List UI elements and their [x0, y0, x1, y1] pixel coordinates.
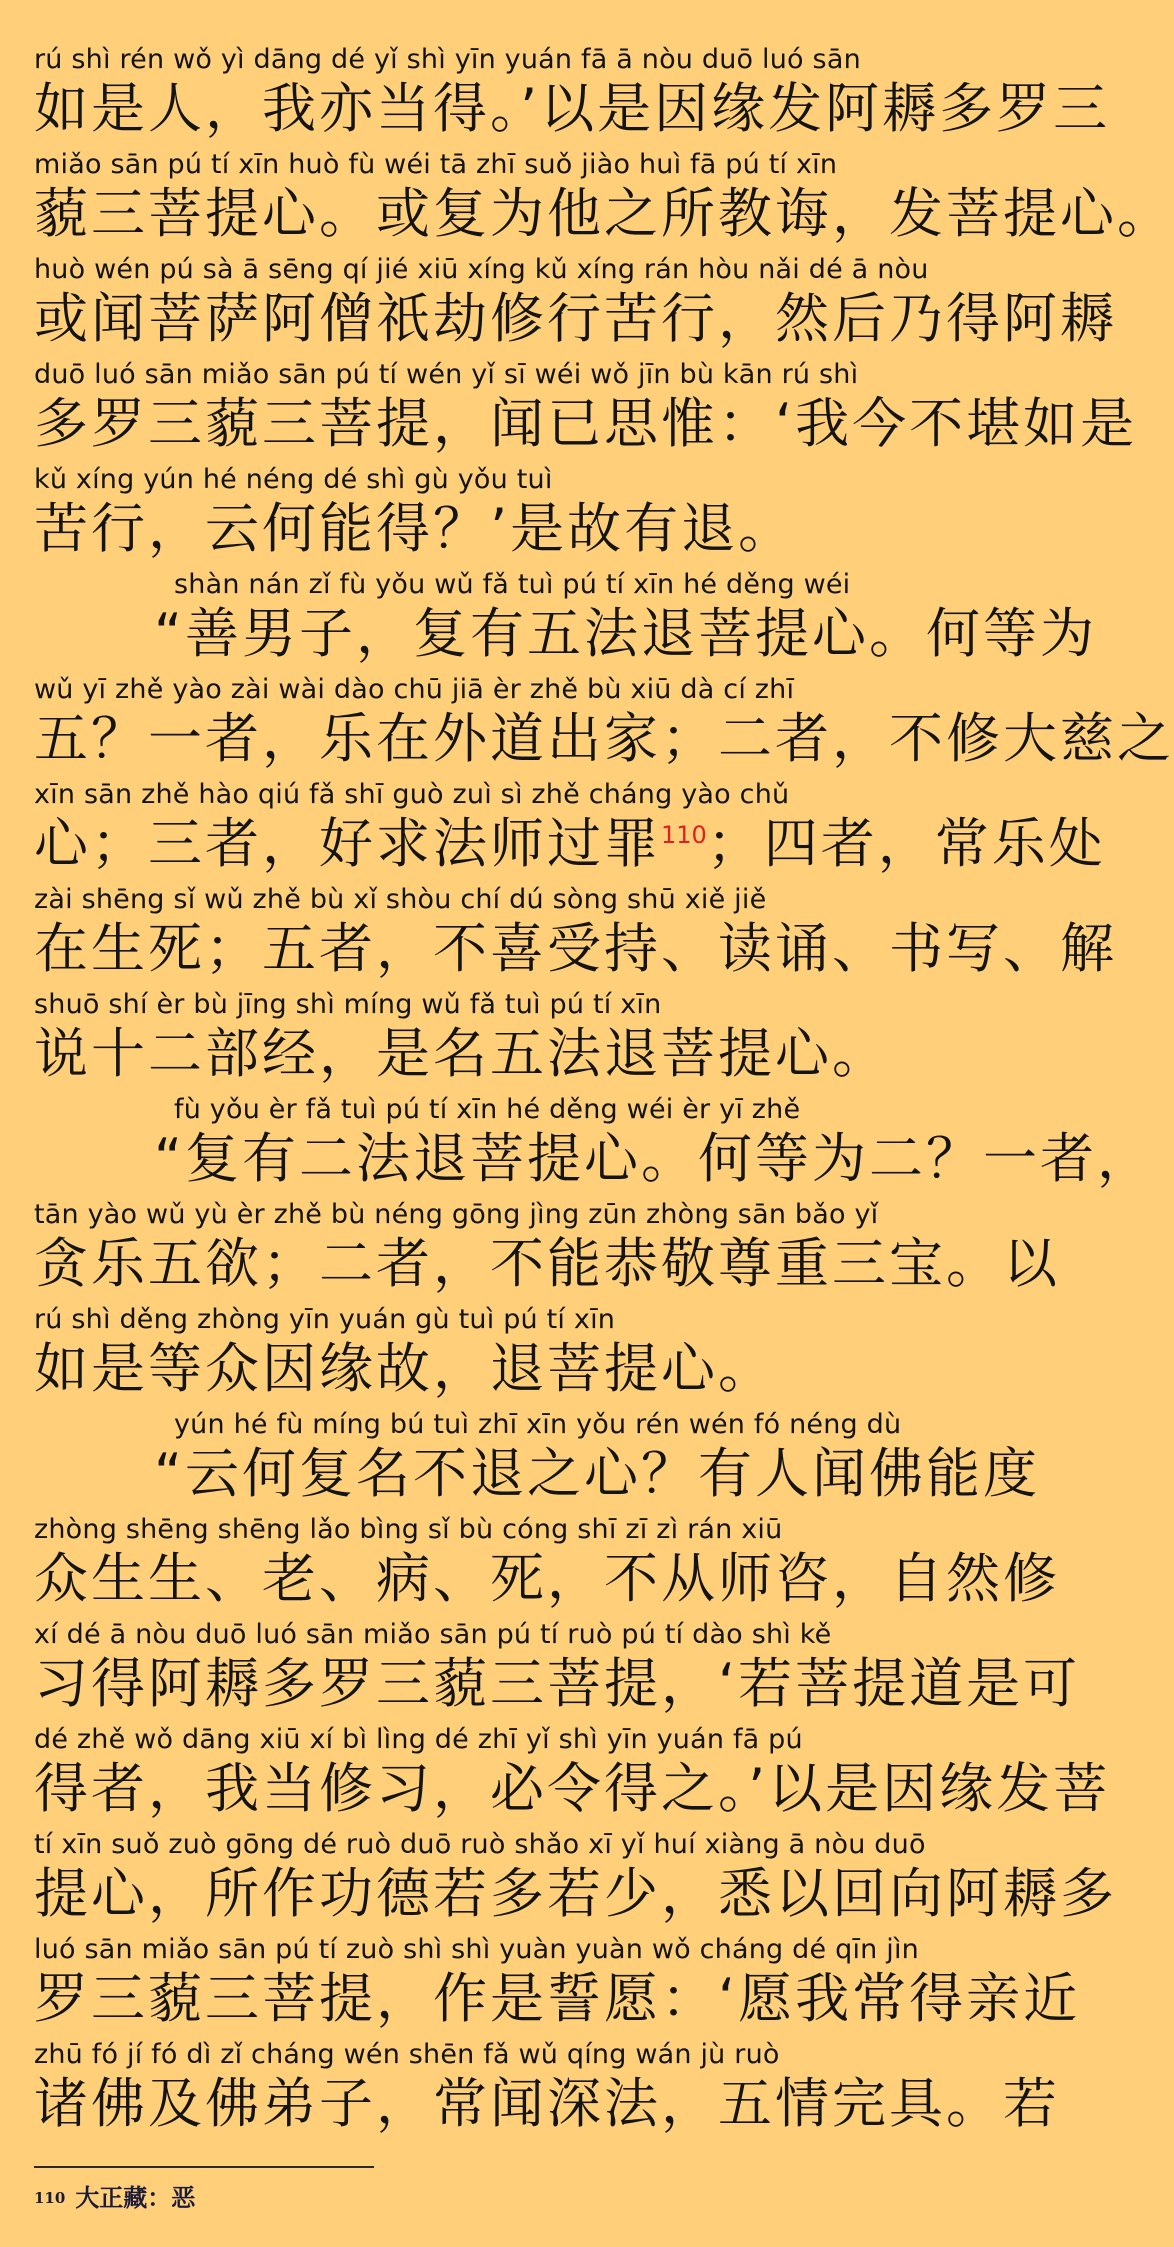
text-line	[34, 42, 1111, 147]
hanzi-line	[34, 1547, 1060, 1610]
footnote-divider	[34, 2166, 374, 2168]
hanzi-line	[34, 707, 1174, 770]
text-line	[34, 462, 1054, 567]
footnote-reference[interactable]: 110	[661, 821, 707, 849]
pinyin-line: yún hé fù míng bú tuì zhī xīn yǒu rén wén fó néng dù	[174, 1409, 902, 1440]
footnote	[34, 2178, 195, 2218]
hanzi-text: 贪乐五欲；二者，不能恭敬尊重三宝。以	[34, 1232, 1060, 1295]
hanzi-text: 在生死；五者，不喜受持、读诵、书写、解	[34, 917, 1117, 980]
pinyin-line: rú shì děng zhòng yīn yuán gù tuì pú tí xīn	[34, 1304, 616, 1335]
text-line	[34, 777, 1106, 882]
text-line	[34, 357, 1138, 462]
hanzi-line	[34, 1232, 1060, 1295]
text-line	[34, 882, 1117, 987]
pinyin-line: rú shì rén wǒ yì dāng dé yǐ shì yīn yuán fā ā nòu duō luó sān	[34, 44, 861, 75]
footnote-number: 110	[34, 2189, 66, 2207]
hanzi-line	[34, 1652, 1081, 1715]
text-line	[34, 1512, 1060, 1617]
pinyin-line: zài shēng sǐ wǔ zhě bù xǐ shòu chí dú sòng shū xiě jiě	[34, 884, 767, 915]
text-line	[34, 2037, 1060, 2142]
hanzi-text: “云何复名不退之心？有人闻佛能度	[154, 1442, 1040, 1505]
footnote-text: 大正藏：恶	[75, 2183, 196, 2212]
pinyin-line: zhū fó jí fó dì zǐ cháng wén shēn fǎ wǔ qíng wán jù ruò	[34, 2039, 780, 2070]
hanzi-line	[34, 77, 1111, 140]
pinyin-line: xí dé ā nòu duō luó sān miǎo sān pú tí ruò pú tí dào shì kě	[34, 1619, 832, 1650]
pinyin-line: miǎo sān pú tí xīn huò fù wéi tā zhī suǒ jiào huì fā pú tí xīn	[34, 149, 838, 180]
text-line	[34, 1407, 1054, 1512]
text-line	[34, 1932, 1081, 2037]
hanzi-text: 习得阿耨多罗三藐三菩提，‘若菩提道是可	[34, 1652, 1081, 1715]
text-line	[34, 147, 1174, 252]
pinyin-line: dé zhě wǒ dāng xiū xí bì lìng dé zhī yǐ shì yīn yuán fā pú	[34, 1724, 803, 1755]
pinyin-line: shàn nán zǐ fù yǒu wǔ fǎ tuì pú tí xīn hé děng wéi	[174, 569, 851, 600]
pinyin-line: wǔ yī zhě yào zài wài dào chū jiā èr zhě bù xiū dà cí zhī	[34, 674, 795, 705]
hanzi-line	[34, 1967, 1081, 2030]
hanzi-line	[34, 287, 1117, 350]
pinyin-line: tān yào wǔ yù èr zhě bù néng gōng jìng zūn zhòng sān bǎo yǐ	[34, 1199, 879, 1230]
pinyin-line: fù yǒu èr fǎ tuì pú tí xīn hé děng wéi èr yī zhě	[174, 1094, 801, 1125]
hanzi-text: 罗三藐三菩提，作是誓愿：‘愿我常得亲近	[34, 1967, 1081, 2030]
hanzi-text: 诸佛及佛弟子，常闻深法，五情完具。若	[34, 2072, 1060, 2135]
text-line	[34, 1302, 1054, 1407]
pinyin-line: huò wén pú sà ā sēng qí jié xiū xíng kǔ xíng rán hòu nǎi dé ā nòu	[34, 254, 929, 285]
hanzi-line	[34, 1023, 1054, 1085]
hanzi-text: 如是人，我亦当得。’以是因缘发阿耨多罗三	[34, 77, 1111, 140]
text-line	[34, 1197, 1060, 1302]
hanzi-line	[34, 392, 1138, 455]
pinyin-line: zhòng shēng shēng lǎo bìng sǐ bù cóng shī zī zì rán xiū	[34, 1514, 783, 1545]
sutra-text-block	[34, 42, 1174, 2142]
hanzi-line	[34, 602, 1097, 665]
hanzi-line	[34, 1757, 1111, 1820]
hanzi-text: 五？一者，乐在外道出家；二者，不修大慈之	[34, 707, 1174, 770]
text-line	[34, 252, 1117, 357]
hanzi-text: 多罗三藐三菩提，闻已思惟：‘我今不堪如是	[34, 392, 1138, 455]
hanzi-line	[34, 182, 1174, 245]
hanzi-line	[34, 1443, 1054, 1505]
hanzi-text: 或闻菩萨阿僧祇劫修行苦行，然后乃得阿耨	[34, 287, 1117, 350]
hanzi-text: 苦行，云何能得？’是故有退。	[34, 497, 796, 560]
hanzi-text: 提心，所作功德若多若少，悉以回向阿耨多	[34, 1862, 1117, 1925]
text-line	[34, 987, 1054, 1092]
text-line	[34, 1827, 1117, 1932]
hanzi-line	[34, 917, 1117, 980]
pinyin-line: tí xīn suǒ zuò gōng dé ruò duō ruò shǎo xī yǐ huí xiàng ā nòu duō	[34, 1829, 926, 1860]
text-line	[34, 672, 1174, 777]
hanzi-text: 说十二部经，是名五法退菩提心。	[34, 1022, 889, 1085]
pinyin-line: shuō shí èr bù jīng shì míng wǔ fǎ tuì pú tí xīn	[34, 989, 662, 1020]
hanzi-line	[34, 1338, 1054, 1400]
pinyin-line: duō luó sān miǎo sān pú tí wén yǐ sī wéi wǒ jīn bù kān rú shì	[34, 359, 859, 390]
hanzi-text: “善男子，复有五法退菩提心。何等为	[154, 602, 1097, 665]
hanzi-text: 藐三菩提心。或复为他之所教诲，发菩提心。	[34, 182, 1174, 245]
pinyin-line: kǔ xíng yún hé néng dé shì gù yǒu tuì	[34, 464, 553, 495]
pinyin-line: luó sān miǎo sān pú tí zuò shì shì yuàn yuàn wǒ cháng dé qīn jìn	[34, 1934, 919, 1965]
hanzi-text: 如是等众因缘故，退菩提心。	[34, 1337, 775, 1400]
pinyin-line: xīn sān zhě hào qiú fǎ shī guò zuì sì zhě cháng yào chǔ	[34, 779, 790, 810]
hanzi-line	[34, 2072, 1060, 2135]
hanzi-line	[34, 1127, 1154, 1190]
hanzi-text: 得者，我当修习，必令得之。’以是因缘发菩	[34, 1757, 1111, 1820]
hanzi-text: “复有二法退菩提心。何等为二？一者，	[154, 1127, 1154, 1190]
hanzi-text-continued: ；四者，常乐处	[706, 812, 1106, 875]
text-line	[34, 567, 1097, 672]
hanzi-line	[34, 812, 1106, 875]
hanzi-text: 心；三者，好求法师过罪	[34, 812, 661, 875]
hanzi-line	[34, 498, 1054, 560]
text-line	[34, 1092, 1154, 1197]
text-line	[34, 1617, 1081, 1722]
text-line	[34, 1722, 1111, 1827]
hanzi-text: 众生生、老、病、死，不从师咨，自然修	[34, 1547, 1060, 1610]
hanzi-line	[34, 1862, 1117, 1925]
